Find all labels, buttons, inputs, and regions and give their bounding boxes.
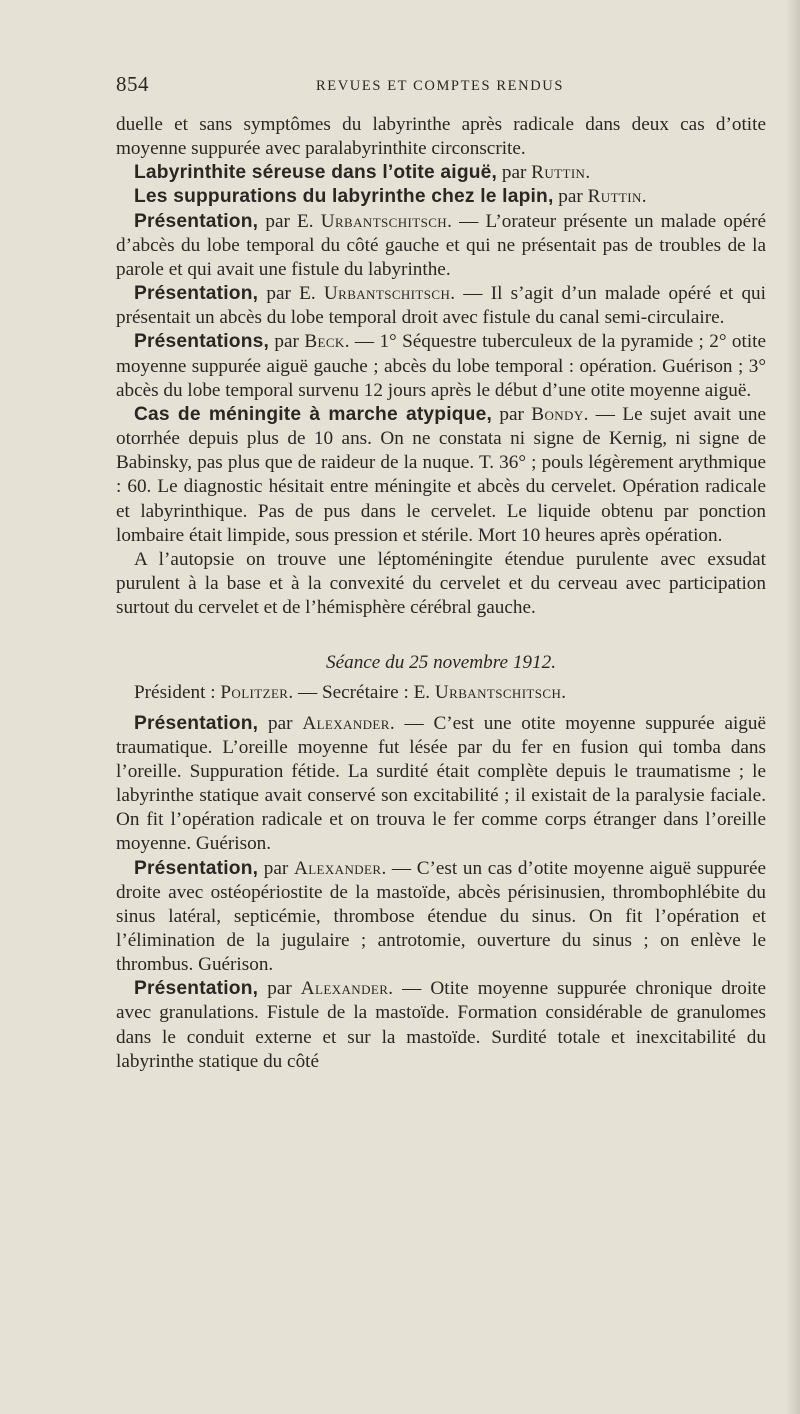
secretary-name: Urbantschitsch — [434, 682, 562, 704]
author-name: Bondy — [531, 403, 584, 425]
entry-title: Présentation, — [134, 978, 259, 1000]
entry-title: Présentations, — [134, 331, 270, 353]
session-officers: Président : Politzer. — Secrétaire : E. Urbantschitsch. — [134, 682, 567, 704]
entry-title: Cas de méningite à marche atypique, — [134, 403, 492, 425]
author-name: Alexander — [293, 857, 382, 879]
paragraph-suppurations-lapin: Les suppurations du labyrinthe chez le lapin, par Ruttin. — [134, 186, 647, 208]
paragraph-presentation-urbantschitsch-1: Présentation, par E. Urbantschitsch. — L’orateur présente un malade opéré d’abcès du lobe temporal du côté gauche et qui ne présentait pas de troubles de la parole et qui avait une fistule du labyrinthe. — [116, 210, 766, 280]
entry-title: Présentation, — [134, 712, 259, 734]
entry-title: Présentation, — [134, 857, 259, 879]
paragraph-presentation-alexander-3: Présentation, par Alexander. — Otite moyenne suppurée chronique droite avec granulations. Fistule de la mastoïde. Formation considérable de granulomes dans le conduit externe et sur la mastoïde. Surdité totale et inexcitabilité du labyrinthe statique du côté — [116, 978, 767, 1072]
paragraph-presentation-alexander-2: Présentation, par Alexander. — C’est un cas d’otite moyenne aiguë suppurée droite avec ostéopériostite de la mastoïde, abcès périsinusien, thrombophlébite du sinus latéral, septicémie, thrombose étendue du sinus. On fit l’opération et l’élimination de la jugulaire ; antrotomie, ouverture du sinus ; on enlève le thrombus. Guérison. — [116, 857, 766, 976]
author-name: Alexander — [302, 712, 390, 734]
page-number: 854 — [116, 72, 149, 96]
session-title: Séance du 25 novembre 1912. — [325, 652, 556, 674]
author-name: Alexander — [300, 978, 389, 1000]
author-name: Urbantschitsch — [320, 210, 448, 232]
paragraph-continued: duelle et sans symptômes du labyrinthe après radicale dans deux cas d’otite moyenne suppurée avec paralabyrinthite circonscrite. — [116, 114, 766, 160]
entry-title: Présentation, — [134, 210, 259, 232]
page-edge-shadow — [786, 0, 800, 1414]
page-header — [116, 72, 764, 102]
author-name: Ruttin — [531, 162, 586, 184]
entry-title: Présentation, — [134, 283, 259, 305]
paragraph-labyrinthite-sereuse: Labyrinthite séreuse dans l’otite aiguë, par Ruttin. — [134, 162, 591, 184]
body-text — [116, 113, 766, 1074]
president-name: Politzer — [220, 682, 289, 704]
paragraph-meningite-bondy: Cas de méningite à marche atypique, par Bondy. — Le sujet avait une otorrhée depuis plus de 10 ans. On ne constata ni signe de Kernig, ni signe de Babinsky, pas plus que de raideur de la nuque. T. 36° ; pouls légèrement arythmique : 60. Le diagnostic hésitait entre méningite et abcès du cervelet. Opération radicale et labyrinthique. Pas de pus dans le cervelet. Le liquide obtenu par ponction lombaire était limpide, sous pression et stérile. Mort 10 heures après opération. — [116, 403, 767, 546]
author-name: Beck — [304, 331, 345, 353]
paragraph-presentations-beck: Présentations, par Beck. — 1° Séquestre tuberculeux de la pyramide ; 2° otite moyenne suppurée aiguë gauche ; abcès du lobe temporal : opération. Guérison ; 3° abcès du lobe temporal survenu 12 jours après le début d’une otite moyenne aiguë. — [116, 331, 767, 401]
entry-title: Les suppurations du labyrinthe chez le lapin, — [134, 186, 554, 208]
author-name: Ruttin — [587, 186, 642, 208]
running-head: REVUES ET COMPTES RENDUS — [316, 78, 565, 94]
paragraph-autopsie: A l’autopsie on trouve une léptoméningite étendue purulente avec exsudat purulent à la base et à la convexité du cervelet et du cerveau avec participation surtout du cervelet et de l’hémisphère cérébral gauche. — [116, 548, 766, 619]
author-name: Urbantschitsch — [323, 283, 451, 305]
entry-title: Labyrinthite séreuse dans l’otite aiguë, — [134, 162, 498, 184]
paragraph-presentation-urbantschitsch-2: Présentation, par E. Urbantschitsch. — Il s’agit d’un malade opéré et qui présentait un abcès du lobe temporal droit avec fistule du canal semi-circulaire. — [116, 283, 766, 329]
paragraph-presentation-alexander-1: Présentation, par Alexander. — C’est une otite moyenne suppurée aiguë traumatique. L’oreille moyenne fut lésée par du fer en fusion qui tomba dans l’oreille. Suppuration fétide. La surdité était complète depuis le traumatisme ; le labyrinthe statique avait conservé son excitabilité ; il existait de la paralysie faciale. On fit l’opération radicale et on trouva le fer comme corps étranger dans l’oreille moyenne. Guérison. — [116, 712, 767, 855]
